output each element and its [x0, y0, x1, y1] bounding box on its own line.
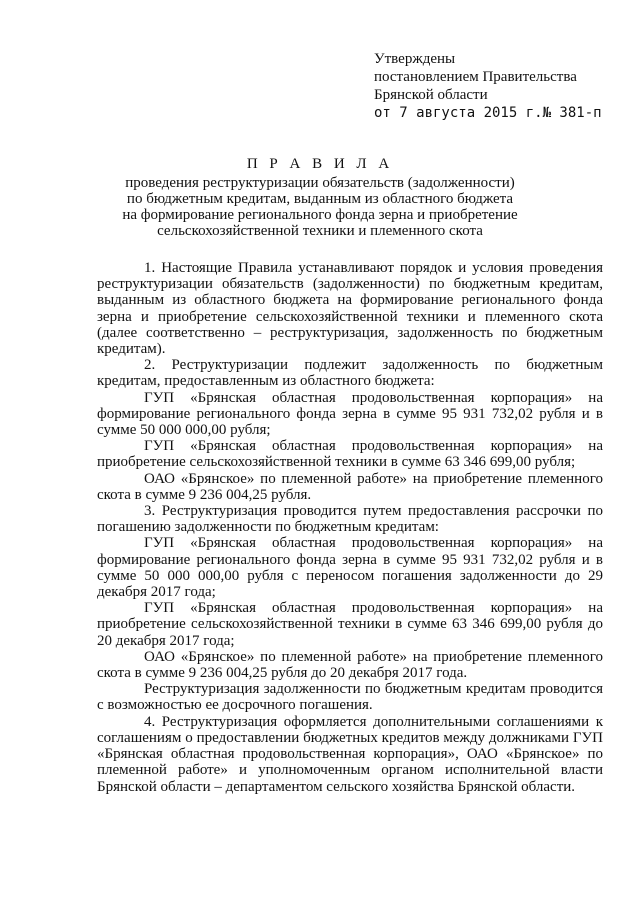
paragraph-installment-livestock: ОАО «Брянское» по племенной работе» на приобретение племенного скота в сумме 9 236 004,25 рубля до 20 декабря 2017 года.	[97, 648, 603, 682]
subtitle-line-4: сельскохозяйственной техники и племенного скота	[157, 223, 483, 239]
paragraph-installment-grain-fund: ГУП «Брянская областная продовольственная корпорация» на формирование регионального фонда зерна в сумме 95 931 732,02 рубля и в сумме 50 000 000,00 рубля с переносом погашения задолженности до 29 декабря 2017 года;	[97, 535, 603, 601]
document-title: П Р А В И Л А	[246, 156, 394, 172]
document-body	[97, 260, 603, 795]
paragraph-debtor-livestock: ОАО «Брянское» по племенной работе» на приобретение племенного скота в сумме 9 236 004,25 рубля.	[97, 470, 603, 503]
paragraph-debtor-machinery: ГУП «Брянская областная продовольственная корпорация» на приобретение сельскохозяйственной техники в сумме 63 346 699,00 рубля;	[97, 438, 603, 471]
approval-line-date-number: от 7 августа 2015 г.№ 381-п	[374, 105, 602, 121]
paragraph-early-repayment: Реструктуризация задолженности по бюджетным кредитам проводится с возможностью ее досрочного погашения.	[97, 681, 603, 714]
paragraph-clause-1: 1. Настоящие Правила устанавливают порядок и условия проведения реструктуризации обязательств (задолженности) по бюджетным кредитам, выданным из областного бюджета на формирование регионального фонда зерна и приобретение сельскохозяйственной техники и племенного скота (далее соответственно – реструктуризация, задолженность по бюджетным кредитам).	[97, 260, 603, 358]
subtitle-line-3: на формирование регионального фонда зерна и приобретение	[122, 207, 518, 223]
approval-line-region: Брянской области	[374, 87, 488, 103]
approval-line-resolution: постановлением Правительства	[374, 69, 577, 85]
paragraph-debtor-grain-fund: ГУП «Брянская областная продовольственная корпорация» на формирование регионального фонда зерна в сумме 95 931 732,02 рубля и в сумме 50 000 000,00 рубля;	[97, 389, 603, 439]
paragraph-clause-2: 2. Реструктуризации подлежит задолженность по бюджетным кредитам, предоставленным из областного бюджета:	[97, 357, 603, 390]
paragraph-clause-3: 3. Реструктуризация проводится путем предоставления рассрочки по погашению задолженности по бюджетным кредитам:	[97, 503, 603, 536]
subtitle-line-2: по бюджетным кредитам, выданным из областного бюджета	[126, 191, 514, 207]
approval-block	[374, 50, 602, 122]
paragraph-installment-machinery: ГУП «Брянская областная продовольственная корпорация» на приобретение сельскохозяйственной техники в сумме 63 346 699,00 рубля до 20 декабря 2017 года;	[97, 600, 603, 649]
paragraph-clause-4: 4. Реструктуризация оформляется дополнительными соглашениями к соглашениям о предоставлении бюджетных кредитов между должниками ГУП «Брянская областная продовольственная корпорация», ОАО «Брянское» по племенной работе» и уполномоченным органом исполнительной власти Брянской области – департаментом сельского хозяйства Брянской области.	[97, 713, 603, 795]
approval-line-approved: Утверждены	[374, 51, 456, 67]
subtitle-line-1: проведения реструктуризации обязательств (задолженности)	[125, 175, 515, 191]
document-subtitle	[100, 175, 540, 239]
